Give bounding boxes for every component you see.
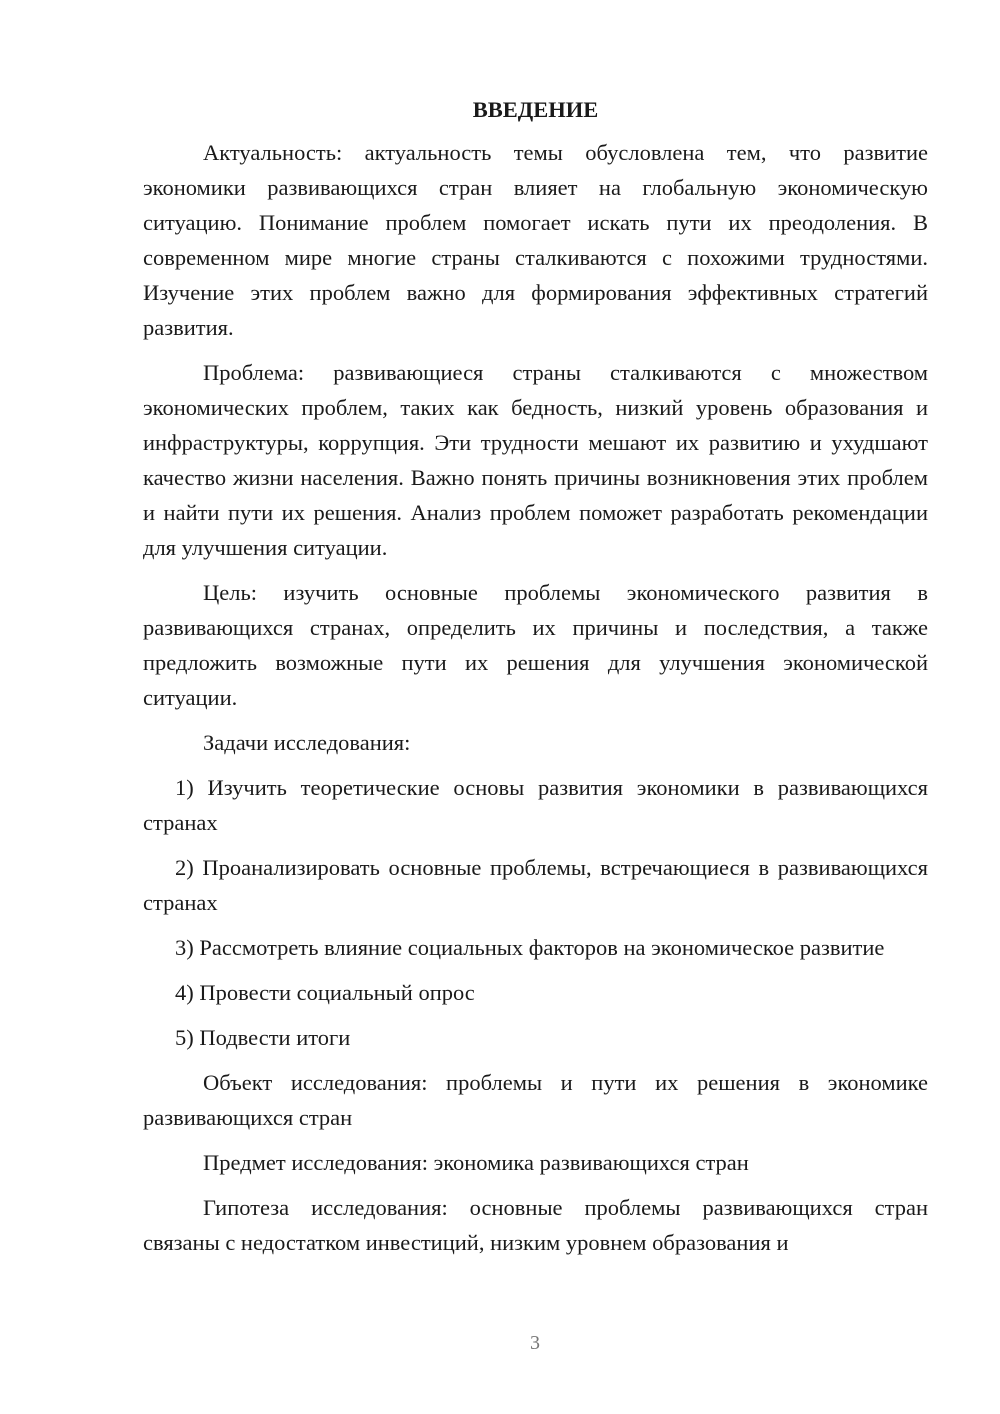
page-number: 3 — [530, 1332, 540, 1354]
task-item-3: 3) Рассмотреть влияние социальных факторов на экономическое развитие — [175, 935, 885, 960]
paragraph-subject: Предмет исследования: экономика развивающихся стран — [203, 1150, 749, 1175]
task-item-5: 5) Подвести итоги — [175, 1025, 351, 1050]
task-item-4: 4) Провести социальный опрос — [175, 980, 475, 1005]
paragraph-object: Объект исследования: проблемы и пути их решения в экономике развивающихся стран — [143, 1070, 928, 1130]
section-title: ВВЕДЕНИЕ — [472, 97, 599, 122]
paragraph-problem: Проблема: развивающиеся страны сталкиваются с множеством экономических проблем, таких как бедность, низкий уровень образования и инфраструктуры, коррупция. Эти трудности мешают их развитию и ухудшают качество жизни населения. Важно понять причины возникновения этих проблем и найти пути их решения. Анализ проблем поможет разработать рекомендации для улучшения ситуации. — [143, 360, 928, 560]
paragraph-hypothesis: Гипотеза исследования: основные проблемы развивающихся стран связаны с недостатком инвестиций, низким уровнем образования и — [143, 1195, 928, 1255]
tasks-heading: Задачи исследования: — [203, 730, 411, 755]
page-content — [143, 92, 928, 1270]
task-item-2: 2) Проанализировать основные проблемы, встречающиеся в развивающихся странах — [143, 855, 928, 915]
paragraph-relevance: Актуальность: актуальность темы обусловлена тем, что развитие экономики развивающихся стран влияет на глобальную экономическую ситуацию. Понимание проблем помогает искать пути их преодоления. В современном мире многие страны сталкиваются с похожими трудностями. Изучение этих проблем важно для формирования эффективных стратегий развития. — [143, 140, 928, 340]
paragraph-goal: Цель: изучить основные проблемы экономического развития в развивающихся странах, определить их причины и последствия, а также предложить возможные пути их решения для улучшения экономической ситуации. — [143, 580, 928, 710]
task-item-1: 1) Изучить теоретические основы развития экономики в развивающихся странах — [143, 775, 928, 835]
